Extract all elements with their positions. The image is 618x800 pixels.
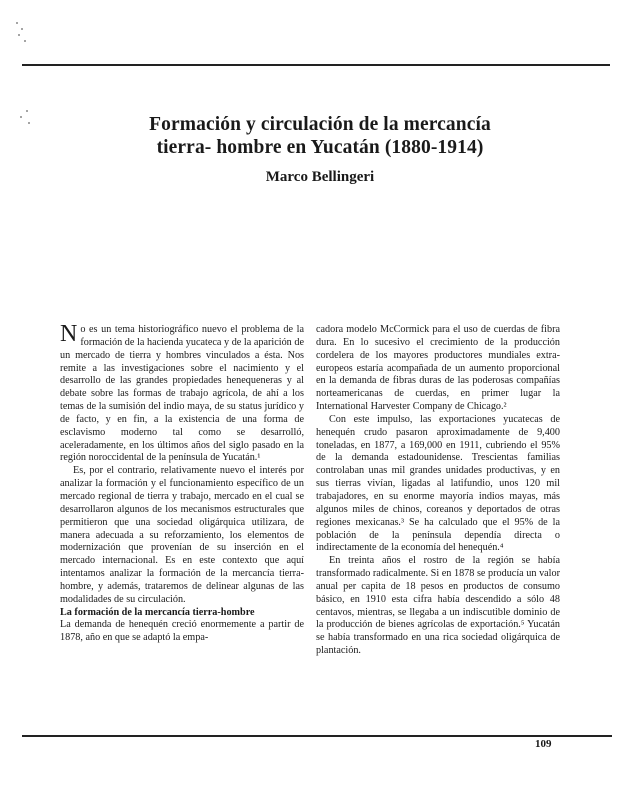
page-number: 109 xyxy=(535,738,552,750)
paragraph-2: Es, por el contrario, relativamente nuevo el interés por analizar la formación y el funcionamiento específico de un mercado regional de tierra y trabajo, mercado en el cual se desarrollaron algunos de los mecanismos estructurales que permitieron que una sociedad oligárquica utilizara, de manera adecuada a su reforzamiento, los elementos de modernización que provenían de su inserción en el mercado internacional. Es en este contexto que aquí intentamos analizar la formación de la mercancía tierra-hombre, y además, trataremos de delinear algunas de las modalidades de su circulación. xyxy=(60,465,304,605)
paragraph-4: cadora modelo McCormick para el uso de cuerdas de fibra dura. En lo sucesivo el crecimiento de la producción cordelera de los mayores productores mundiales extra-europeos estaría acompañada de un aumento proporcional en la demanda de fibras duras de las poderosas compañías norteamericanas de cuerdas, en primer lugar la International Harvester Company de Chicago.² xyxy=(316,324,560,413)
left-column xyxy=(60,321,304,645)
paragraph-1 xyxy=(60,321,304,465)
paragraph-6: En treinta años el rostro de la región se había transformado radicalmente. Si en 1878 se producía un valor anual per capita de 18 pesos en productos de consumo básico, en 1910 esta cifra había descendido a sólo 48 centavos, mientras, se llegaba a un indiscutible dominio de la producción de bienes agrícolas de exportación.⁵ Yucatán se había transformado en una rica sociedad oligárquica de plantación. xyxy=(316,555,560,657)
article-title-line-1: Formación y circulación de la mercancía xyxy=(149,114,491,135)
paragraph-5: Con este impulso, las exportaciones yucatecas de henequén crudo pasaron aproximadamente de 9,400 toneladas, en 1877, a 169,000 en 1911, cubriendo el 95% de la demanda estadounidense. Trescientas familias controlaban unas mil grandes unidades productivas, y en sus tierras vivían, ligadas al latifundio, unos 120 mil trabajadores, en su enorme mayoría indios mayas, más algunos miles de chinos, coreanos y deportados de otras regiones mexicanas.³ Se ha calculado que el 95% de la población de la península dependía directa o indirectamente de la economía del henequén.⁴ xyxy=(316,413,560,554)
drop-cap: N xyxy=(60,321,78,347)
bottom-rule xyxy=(22,735,612,737)
right-column xyxy=(316,324,560,658)
author-name: Marco Bellingeri xyxy=(265,169,375,185)
article-title-line-2: tierra- hombre en Yucatán (1880-1914) xyxy=(156,137,484,158)
scan-specks xyxy=(12,18,42,128)
paragraph-1-text: o es un tema historiográfico nuevo el problema de la formación de la hacienda yucateca y de la aparición de un mercado de tierra y hombres vinculados a ésta. Nos remite a las investigaciones sobre el nacimiento y el desarrollo de las grandes propiedades henequeneras y al debate sobre las formas de trabajo agrícola, de ahí a los temas de la sumisión del indio maya, de su status jurídico y de facto, y en fin, a la existencia de una forma de esclavismo moderno tal como se desarrolló, aceleradamente, en los últimos años del siglo pasado en la región noroccidental de la península de Yucatán.¹ xyxy=(60,324,304,464)
top-rule xyxy=(22,64,610,66)
title-block xyxy=(60,113,580,186)
section-heading: La formación de la mercancía tierra-hombre xyxy=(60,606,255,618)
paragraph-3: La demanda de henequén creció enormemente a partir de 1878, año en que se adaptó la empa- xyxy=(60,619,304,644)
